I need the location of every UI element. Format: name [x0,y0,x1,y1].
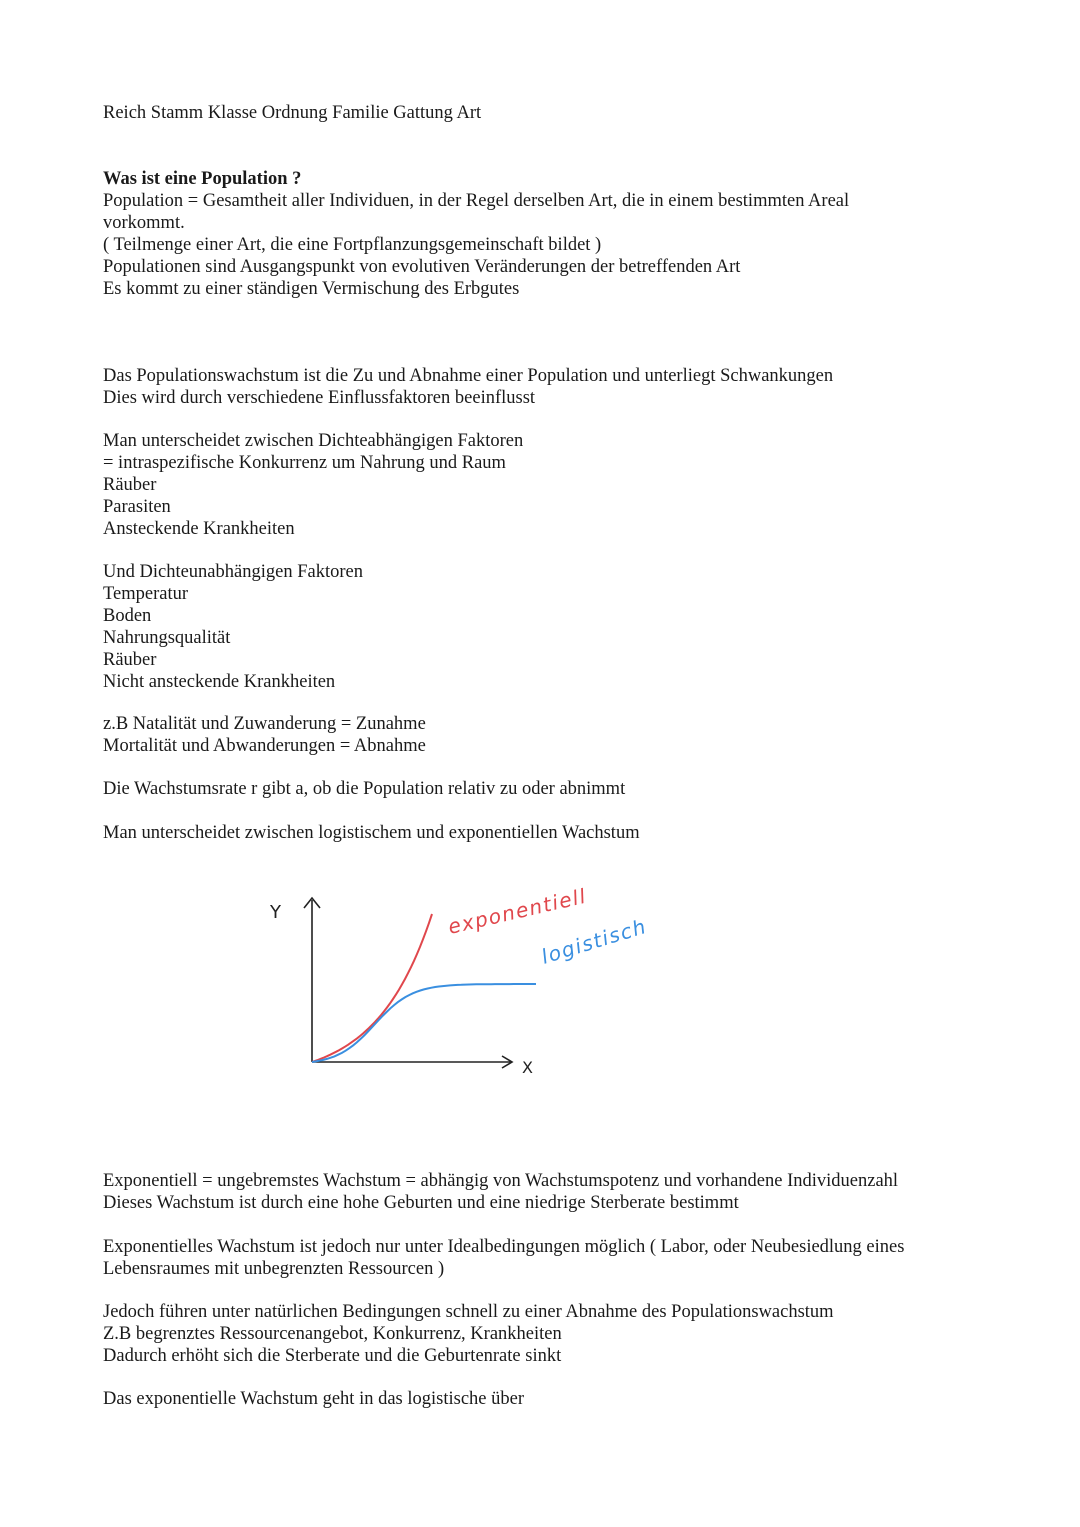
exponential-definition: Exponentiell = ungebremstes Wachstum = abhängig von Wachstumspotenz und vorhandene Individuenzahl [103,1171,899,1191]
ideal-conditions-cont: Lebensraumes mit unbegrenzten Ressourcen ) [103,1259,445,1279]
growth-types: Man unterscheidet zwischen logistischem und exponentiellen Wachstum [103,823,640,843]
dependent-item: Räuber [103,475,157,495]
conclusion: Das exponentielle Wachstum geht in das logistische über [103,1389,525,1409]
exponential-curve [312,914,432,1062]
population-evolution: Populationen sind Ausgangspunkt von evolutiven Veränderungen der betreffenden Art [103,257,741,277]
population-definition: Population = Gesamtheit aller Individuen, in der Regel derselben Art, die in einem bestimmten Areal [103,191,850,211]
independent-item: Temperatur [103,584,188,604]
independent-item: Boden [103,606,152,626]
dependent-item: Ansteckende Krankheiten [103,519,295,539]
natural-conditions: Jedoch führen unter natürlichen Bedingungen schnell zu einer Abnahme des Populationswachstum [103,1302,834,1322]
dependent-heading: Man unterscheidet zwischen Dichteabhängigen Faktoren [103,431,524,451]
dependent-item: = intraspezifische Konkurrenz um Nahrung und Raum [103,453,506,473]
taxonomy-line: Reich Stamm Klasse Ordnung Familie Gattung Art [103,103,482,123]
growth-factors: Dies wird durch verschiedene Einflussfaktoren beeinflusst [103,388,536,408]
dependent-item: Parasiten [103,497,171,517]
independent-item: Räuber [103,650,157,670]
exponential-label: exponentiell [445,883,590,939]
natural-consequence: Dadurch erhöht sich die Sterberate und die Geburtenrate sinkt [103,1346,562,1366]
x-axis-label: X [522,1058,533,1077]
exponential-rates: Dieses Wachstum ist durch eine hohe Geburten und eine niedrige Sterberate bestimmt [103,1193,739,1213]
rate-decrease: Mortalität und Abwanderungen = Abnahme [103,736,426,756]
population-subset: ( Teilmenge einer Art, die eine Fortpflanzungsgemeinschaft bildet ) [103,235,602,255]
population-gene-mixing: Es kommt zu einer ständigen Vermischung des Erbgutes [103,279,520,299]
population-definition-cont: vorkommt. [103,213,185,233]
growth-definition: Das Populationswachstum ist die Zu und Abnahme einer Population und unterliegt Schwankungen [103,366,834,386]
independent-heading: Und Dichteunabhängigen Faktoren [103,562,363,582]
natural-examples: Z.B begrenztes Ressourcenangebot, Konkurrenz, Krankheiten [103,1324,562,1344]
population-heading: Was ist eine Population ? [103,169,302,189]
rate-increase: z.B Natalität und Zuwanderung = Zunahme [103,714,426,734]
independent-item: Nicht ansteckende Krankheiten [103,672,336,692]
logistic-label: logistisch [538,913,650,969]
growth-chart [250,870,680,1090]
growth-rate-r: Die Wachstumsrate r gibt a, ob die Population relativ zu oder abnimmt [103,779,626,799]
logistic-curve [312,984,536,1062]
ideal-conditions: Exponentielles Wachstum ist jedoch nur unter Idealbedingungen möglich ( Labor, oder Neubesiedlung eines [103,1237,905,1257]
independent-item: Nahrungsqualität [103,628,231,648]
y-axis-label: Y [270,902,281,923]
